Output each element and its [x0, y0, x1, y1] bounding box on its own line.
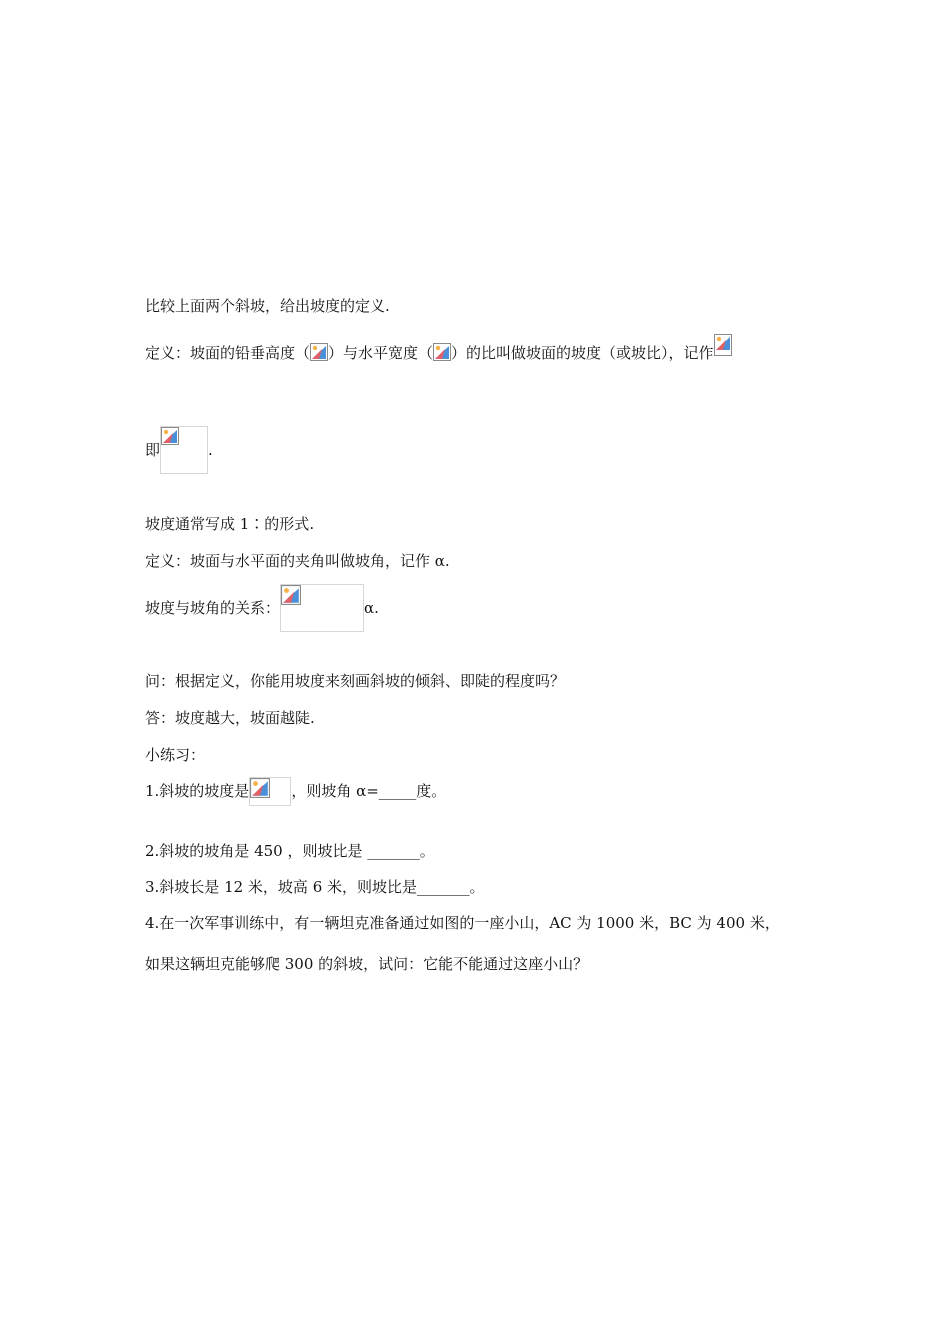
text-line-exercise-3: 3.斜坡长是 12 米，坡高 6 米，则坡比是_______。 [145, 878, 485, 896]
text-segment: 定义：坡面的铅垂高度（ [145, 344, 311, 362]
broken-image-icon [161, 427, 179, 445]
broken-image-icon [714, 334, 732, 356]
broken-image-icon [281, 585, 301, 605]
text-line-4: 坡度通常写成 1∶的形式. [145, 515, 315, 533]
text-line-ji [145, 426, 213, 474]
text-segment: ，则坡角 α=_____度。 [291, 782, 447, 800]
text-segment: α. [364, 599, 379, 617]
formula-image [249, 777, 291, 806]
text-line-exercise-4-cont: 如果这辆坦克能够爬 300 的斜坡，试问：它能不能通过这座小山？ [145, 955, 589, 973]
text-segment: 即 [145, 441, 161, 459]
text-segment: 坡度与坡角的关系： [145, 599, 281, 617]
text-line-1: 比较上面两个斜坡，给出坡度的定义. [145, 297, 390, 315]
formula-image [160, 426, 208, 474]
text-line-5: 定义：坡面与水平面的夹角叫做坡角，记作 α. [145, 552, 450, 570]
text-segment: 1.斜坡的坡度是 [145, 782, 250, 800]
broken-image-icon [433, 343, 451, 361]
text-line-relation [145, 584, 379, 632]
broken-image-icon [250, 778, 270, 798]
text-segment: ）与水平宽度（ [328, 344, 434, 362]
text-segment: ）的比叫做坡面的坡度（或坡比），记作 [451, 344, 714, 362]
text-line-definition-slope [145, 334, 732, 363]
text-line-9: 小练习： [145, 746, 206, 764]
text-line-exercise-1 [145, 776, 446, 806]
text-line-7: 问：根据定义，你能用坡度来刻画斜坡的倾斜、即陡的程度吗？ [145, 672, 566, 690]
text-line-8: 答：坡度越大，坡面越陡. [145, 709, 315, 727]
broken-image-icon [310, 343, 328, 361]
text-line-exercise-2: 2.斜坡的坡角是 450 ，则坡比是 _______。 [145, 842, 435, 860]
text-segment: . [208, 441, 213, 459]
text-line-exercise-4: 4.在一次军事训练中，有一辆坦克准备通过如图的一座小山，AC 为 1000 米，BC 为 400 米， [145, 914, 780, 932]
formula-image [280, 584, 364, 632]
